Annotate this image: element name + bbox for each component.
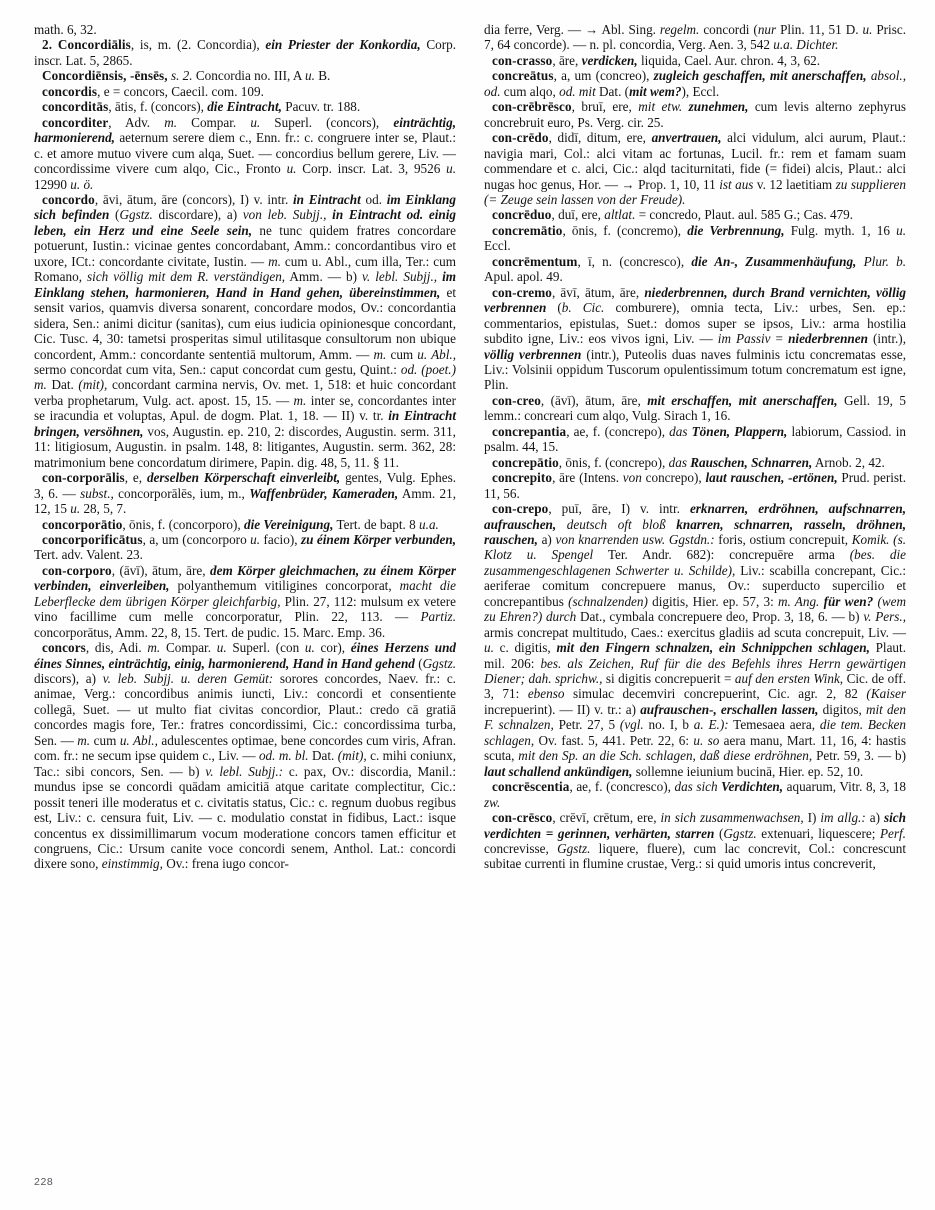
dictionary-entry: Concordiēnsis, -ēnsēs, s. 2. Concordia no. III, A u. B. xyxy=(42,68,331,84)
dictionary-entry: concrepito, āre (Intens. von concrepo), laut rauschen, -ertönen, Prud. perist. 11, 56. xyxy=(484,470,907,501)
dictionary-entry: concorditās, ātis, f. (concors), die Eintracht, Pacuv. tr. 188. xyxy=(42,99,361,115)
dictionary-entry: concremātio, ōnis, f. (concremo), die Verbrennung, Fulg. myth. 1, 16 u. Eccl. xyxy=(484,222,906,254)
dictionary-entry: concordis, e = concors, Caecil. com. 109. xyxy=(42,83,264,99)
dictionary-entry: con-crēdo, didī, ditum, ere, anvertrauen, alci vidulum, alci aurum, Plaut.: navigia mari, Col.: alci vitam ac fortunas, Lucil. fr.: rem et famam suam commendare et c. alci, Cic.: alqd taciturnitati, fide (= fidei) alcis, Plaut.: alci nugas hoc genus, Hor. — → Prop. 1, 10, 11 ist aus v. 12 laetitiam zu supplieren (= Zeuge sein lassen von der Freude). xyxy=(484,130,907,207)
dictionary-entry: dia ferre, Verg. — → Abl. Sing. regelm. concordi (nur Plin. 11, 51 D. u. Prisc. 7, 64 concorde). — n. pl. concordia, Verg. Aen. 3, 542 u.a. Dichter. xyxy=(484,22,907,53)
dictionary-entry: concrēscentia, ae, f. (concresco), das sich Verdichten, aquarum, Vitr. 8, 3, 18 zw. xyxy=(484,779,907,810)
two-column-body xyxy=(34,22,906,1142)
dictionary-entry: concordo, āvi, ātum, āre (concors), I) v. intr. in Eintracht od. im Einklang sich befinden (Ggstz. discordare), a) von leb. Subjj., in Eintracht od. einig leben, ein Herz und eine Seele sein, ne tunc quidem fratres concordare potuerunt, Iustin.: vicinae gentes concordabant, Amm.: concordantibus viro et uxore, ICt.: concordante civitate, Iustin. — m. cum u. Abl., cum illa, Ter.: cum Romano, sich völlig mit dem R. verständigen, Amm. — b) v. lebl. Subjj., im Einklang stehen, harmonieren, Hand in Hand gehen, übereinstimmen, et sensit varios, quamvis diversa sonarent, concordare modos, Ov.: concordantia sidera, Sen.: animi dicitur (sanitas), cum eius iudicia opinionesque concordant, Cic. Tusc. 4, 30: tametsi prosperitas simul utilitasque consultorum non ubique concordent, Amm.: concordante sententiā multorum, Amm. — m. cum u. Abl., sermo concordat cum vita, Sen.: caput concordat cum gestu, Quint.: od. (poet.) m. Dat. (mit), concordant carmina nervis, Ov. met. 1, 518: et huic concordant verba prophetarum, Vulg. act. apost. 15, 15. — m. inter se, concordantes inter se iracundia et voluptas, Apul. de dogm. Plat. 1, 18. — II) v. tr. in Eintracht bringen, versöhnen, vos, Augustin. ep. 210, 2: discordes, Augustin. serm. 311, 11: litigiosum, Augustin. in psalm. 148, 8: litigantes, Augustin. serm. 362, 28: matrimonium bene concordatum dirimere, Papin. dig. 48, 5, 11. § 11. xyxy=(34,191,457,470)
dictionary-entry: con-crēbrēsco, bruī, ere, mit etw. zunehmen, cum levis alterno zephyrus concrebruit euro, Ps. Verg. cir. 25. xyxy=(484,99,907,130)
dictionary-entry: con-corporo, (āvī), ātum, āre, dem Körper gleichmachen, zu éinem Körper verbinden, einverleiben, polyanthemum vitiligines concorporat, macht die Leberflecke dem übrigen Körper gleichfarbig, Plin. 27, 112: mulsum ex vetere vino facillime cum melle concorporatur, Plin. 22, 113. — Partiz. concorporātus, Amm. 22, 8, 15. Tert. de pudic. 15. Marc. Emp. 36. xyxy=(34,562,456,640)
page-number: 228 xyxy=(34,1176,54,1188)
dictionary-entry: concreātus, a, um (concreo), zugleich geschaffen, mit anerschaffen, absol., od. cum alqo, od. mit Dat. (mit wem?), Eccl. xyxy=(484,68,906,99)
dictionary-entry: concorporificātus, a, um (concorporo u. facio), zu éinem Körper verbunden, Tert. adv. Valent. 23. xyxy=(34,531,456,563)
dictionary-entry: concrēduo, duī, ere, altlat. = concredo, Plaut. aul. 585 G.; Cas. 479. xyxy=(492,207,854,223)
dictionary-entry: concorditer, Adv. m. Compar. u. Superl. (concors), einträchtig, harmonierend, aeternum serere diem c., Enn. fr.: c. congruere inter se, Plaut.: c. et amore mutuo vivere cum alqa, Suet. — concordius bellum gerere, Liv. — concordissime vivere cum alqo, Cic., Fronto u. Corp. inscr. Lat. 3, 9526 u. 12990 u. ö. xyxy=(34,114,456,192)
dictionary-entry: con-cremo, āvī, ātum, āre, niederbrennen, durch Brand vernichten, völlig verbrennen (b. Cic. comburere), omnia tecta, Liv.: urbes, Sen. ep.: commentarios, epistulas, Suet.: domos super se ipsos, Liv.: arma hostilia subdito igne, Liv.: eos vivos igni, Liv. — im Passiv = niederbrennen (intr.), völlig verbrennen (intr.), Puteolis duas naves fulminis ictu concrematas esse, Liv.: Volsinii oppidum Tuscorum opulentissimum totum concrematum est igne, Plin. xyxy=(484,284,907,393)
dictionary-entry: math. 6, 32. xyxy=(34,22,97,37)
dictionary-entry: con-crēsco, crēvī, crētum, ere, in sich zusammenwachsen, I) im allg.: a) sich verdichten = gerinnen, verhärten, starren (Ggstz. extenuari, liquescere; Perf. concrevisse, Ggstz. liquere, fluere), cum lac concrevit, Col.: concrescunt subitae currenti in flumine crustae, Verg.: si quid umoris intus concreverit, xyxy=(484,810,906,872)
dictionary-entry: concrepātio, ōnis, f. (concrepo), das Rauschen, Schnarren, Arnob. 2, 42. xyxy=(492,454,885,470)
right-text-column xyxy=(484,22,906,1142)
dictionary-entry: concorporātio, ōnis, f. (concorporo), die Vereinigung, Tert. de bapt. 8 u.a. xyxy=(42,516,439,532)
dictionary-entry: con-creo, (āvī), ātum, āre, mit erschaffen, mit anerschaffen, Gell. 19, 5 lemm.: concreari cum alqo, Vulg. Sirach 1, 16. xyxy=(484,392,906,424)
dictionary-entry: 2. Concordiālis, is, m. (2. Concordia), ein Priester der Konkordia, Corp. inscr. Lat. 5, 2865. xyxy=(34,37,457,68)
dictionary-entry: con-corporālis, e, derselben Körperschaft einverleibt, gentes, Vulg. Ephes. 3, 6. — subst., concorporālēs, ium, m., Waffenbrüder, Kameraden, Amm. 21, 12, 15 u. 28, 5, 7. xyxy=(34,470,457,517)
left-text-column xyxy=(34,22,456,1142)
dictionary-entry: concrēmentum, ī, n. (concresco), die An-, Zusammenhäufung, Plur. b. Apul. apol. 49. xyxy=(484,253,907,285)
dictionary-entry: concors, dis, Adi. m. Compar. u. Superl. (con u. cor), éines Herzens und éines Sinnes, einträchtig, einig, harmonierend, Hand in Hand gehend (Ggstz. discors), a) v. leb. Subjj. u. deren Gemüt: sorores concordes, Naev. fr.: c. animae, Verg.: concordibus animis iuncti, Liv.: concordi et consentiente collegā, Suet. — ut multo fiat civitas concordior, Plaut.: credo cā gratiā concordes magis fore, Ter.: fratres concordissimi, Cic.: concordissima turba, Sen. — m. cum u. Abl., adulescentes optimae, bene concordes cum viris, Afran. com. fr.: ne secum ipse quidem c., Liv. — od. m. bl. Dat. (mit), c. mihi coniunx, Tac.: sibi concors, Sen. — b) v. lebl. Subjj.: c. pax, Ov.: discordia, Manil.: mundus ipse se concordi quādam amicitiā atque caritate complectitur, Cic.: possit teneri ille moderatus et c. civitatis status, Cic.: c. regnum duobus regibus est, Liv.: c. censura fuit, Liv. — c. modulatio constat in fidibus, Lact.: isque concentus ex dissimillimarum vocum moderatione concors tamen efficitur et congruens, Cic.: Ursum canite voce concordi senem, Anthol. Lat.: concordi dixere sono, einstimmig, Ov.: frena iugo concor- xyxy=(34,640,457,872)
dictionary-entry: con-crepo, puī, āre, I) v. intr. erknarren, erdröhnen, aufschnarren, aufrauschen, deutsch oft bloß knarren, schnarren, rasseln, dröhnen, rauschen, a) von knarrenden usw. Ggstdn.: foris, ostium concrepuit, Komik. (s. Klotz u. Spengel Ter. Andr. 682): concrepuēre arma (bes. die zusammengeschlagenen Schwerter u. Schilde), Liv.: scabilla concrepant, Cic.: aeriferae comitum concrepuere manus, Ov.: superducto supercilio et concrepantibus (schnalzenden) digitis, Hier. ep. 57, 3: m. Ang. für wen? (wem zu Ehren?) durch Dat., cymbala concrepuere deo, Prop. 3, 18, 6. — b) v. Pers., armis concrepat multitudo, Caes.: exercitus gladiis ad scuta concrepuit, Liv. — u. c. digitis, mit den Fingern schnalzen, ein Schnippchen schlagen, Plaut. mil. 206: bes. als Zeichen, Ruf für die des Befehls ihres Herrn gewärtigen Diener; dah. sprichw., si digitis concrepuerit = auf den ersten Wink, Cic. de off. 3, 71: ebenso simulac decemviri concrepuerint, Cic. agr. 2, 82 (Kaiser increpuerint). — II) v. tr.: a) aufrauschen-, erschallen lassen, digitos, mit den F. schnalzen, Petr. 27, 5 (vgl. no. I, b a. E.): Temesaea aera, die tem. Becken schlagen, Ov. fast. 5, 441. Petr. 22, 6: u. so aera manu, Mart. 11, 16, 4: hastis scuta, mit den Sp. an die Sch. schlagen, daß diese erdröhnen, Petr. 59, 3. — b) laut schallend ankündigen, sollemne ieiunium bucinā, Hier. ep. 52, 10. xyxy=(484,501,907,779)
dictionary-entry: concrepantia, ae, f. (concrepo), das Tönen, Plappern, labiorum, Cassiod. in psalm. 44, 15. xyxy=(484,423,906,455)
dictionary-entry: con-crasso, āre, verdicken, liquida, Cael. Aur. chron. 4, 3, 62. xyxy=(492,52,821,68)
